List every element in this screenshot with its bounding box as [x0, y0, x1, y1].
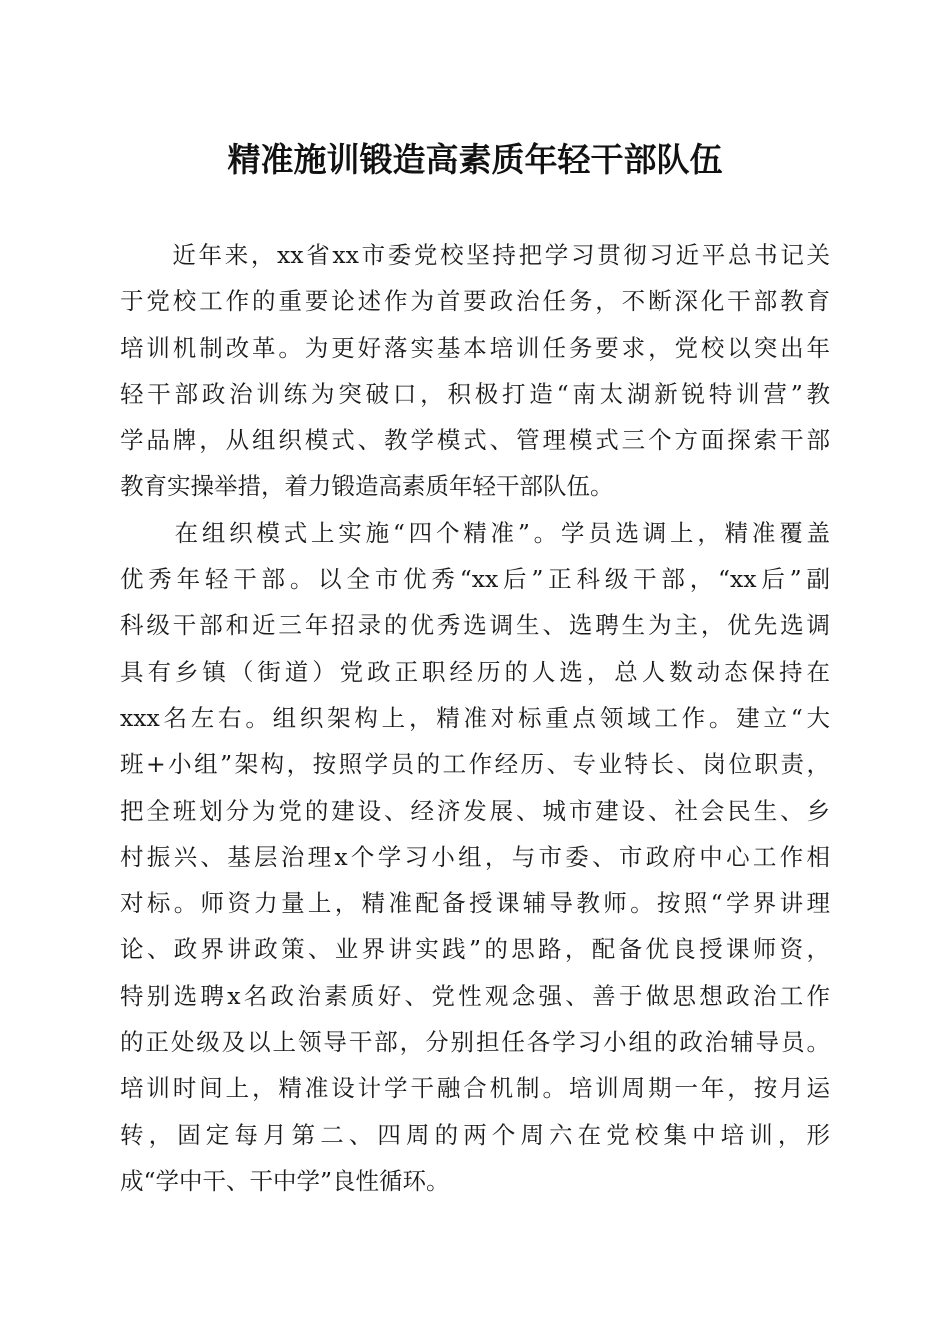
paragraph-line: 特别选聘x名政治素质好、党性观念强、善于做思想政治工作 — [120, 981, 830, 1010]
paragraph-1 — [120, 232, 830, 510]
paragraph-line: 近年来，xx省xx市委党校坚持把学习贯彻习近平总书记关 — [120, 241, 830, 269]
paragraph-line: 学品牌，从组织模式、教学模式、管理模式三个方面探索干部 — [120, 426, 830, 455]
paragraph-line: 论、政界讲政策、业界讲实践”的思路，配备优良授课师资， — [120, 935, 830, 964]
paragraph-line: 把全班划分为党的建设、经济发展、城市建设、社会民生、乡 — [120, 796, 830, 825]
paragraph-line: 培训时间上，精准设计学干融合机制。培训周期一年，按月运 — [120, 1074, 830, 1103]
paragraph-line: 优秀年轻干部。以全市优秀“xx后”正科级干部，“xx后”副 — [120, 565, 830, 594]
document-body — [120, 232, 830, 1204]
paragraph-line: 具有乡镇（街道）党政正职经历的人选，总人数动态保持在 — [120, 657, 830, 686]
paragraph-line: 转，固定每月第二、四周的两个周六在党校集中培训，形 — [120, 1120, 830, 1149]
paragraph-line: 对标。师资力量上，精准配备授课辅导教师。按照“学界讲理 — [120, 889, 830, 918]
paragraph-line: 在组织模式上实施“四个精准”。学员选调上，精准覆盖 — [120, 518, 830, 547]
paragraph-line: 科级干部和近三年招录的优秀选调生、选聘生为主，优先选调 — [120, 611, 830, 640]
paragraph-line: 培训机制改革。为更好落实基本培训任务要求，党校以突出年 — [120, 333, 830, 362]
paragraph-line: 轻干部政治训练为突破口，积极打造“南太湖新锐特训营”教 — [120, 379, 830, 408]
paragraph-2 — [120, 510, 830, 1204]
paragraph-line: 教育实操举措，着力锻造高素质年轻干部队伍。 — [120, 472, 614, 501]
paragraph-line: 于党校工作的重要论述作为首要政治任务，不断深化干部教育 — [120, 287, 830, 316]
paragraph-line: 村振兴、基层治理x个学习小组，与市委、市政府中心工作相 — [120, 842, 830, 871]
paragraph-line: 班+小组”架构，按照学员的工作经历、专业特长、岗位职责， — [120, 750, 830, 779]
paragraph-line: 的正处级及以上领导干部，分别担任各学习小组的政治辅导员。 — [120, 1028, 830, 1057]
paragraph-line: xxx名左右。组织架构上，精准对标重点领域工作。建立“大 — [120, 703, 830, 732]
document-title: 精准施训锻造高素质年轻干部队伍 — [227, 140, 723, 179]
paragraph-line: 成“学中干、干中学”良性循环。 — [120, 1166, 450, 1195]
